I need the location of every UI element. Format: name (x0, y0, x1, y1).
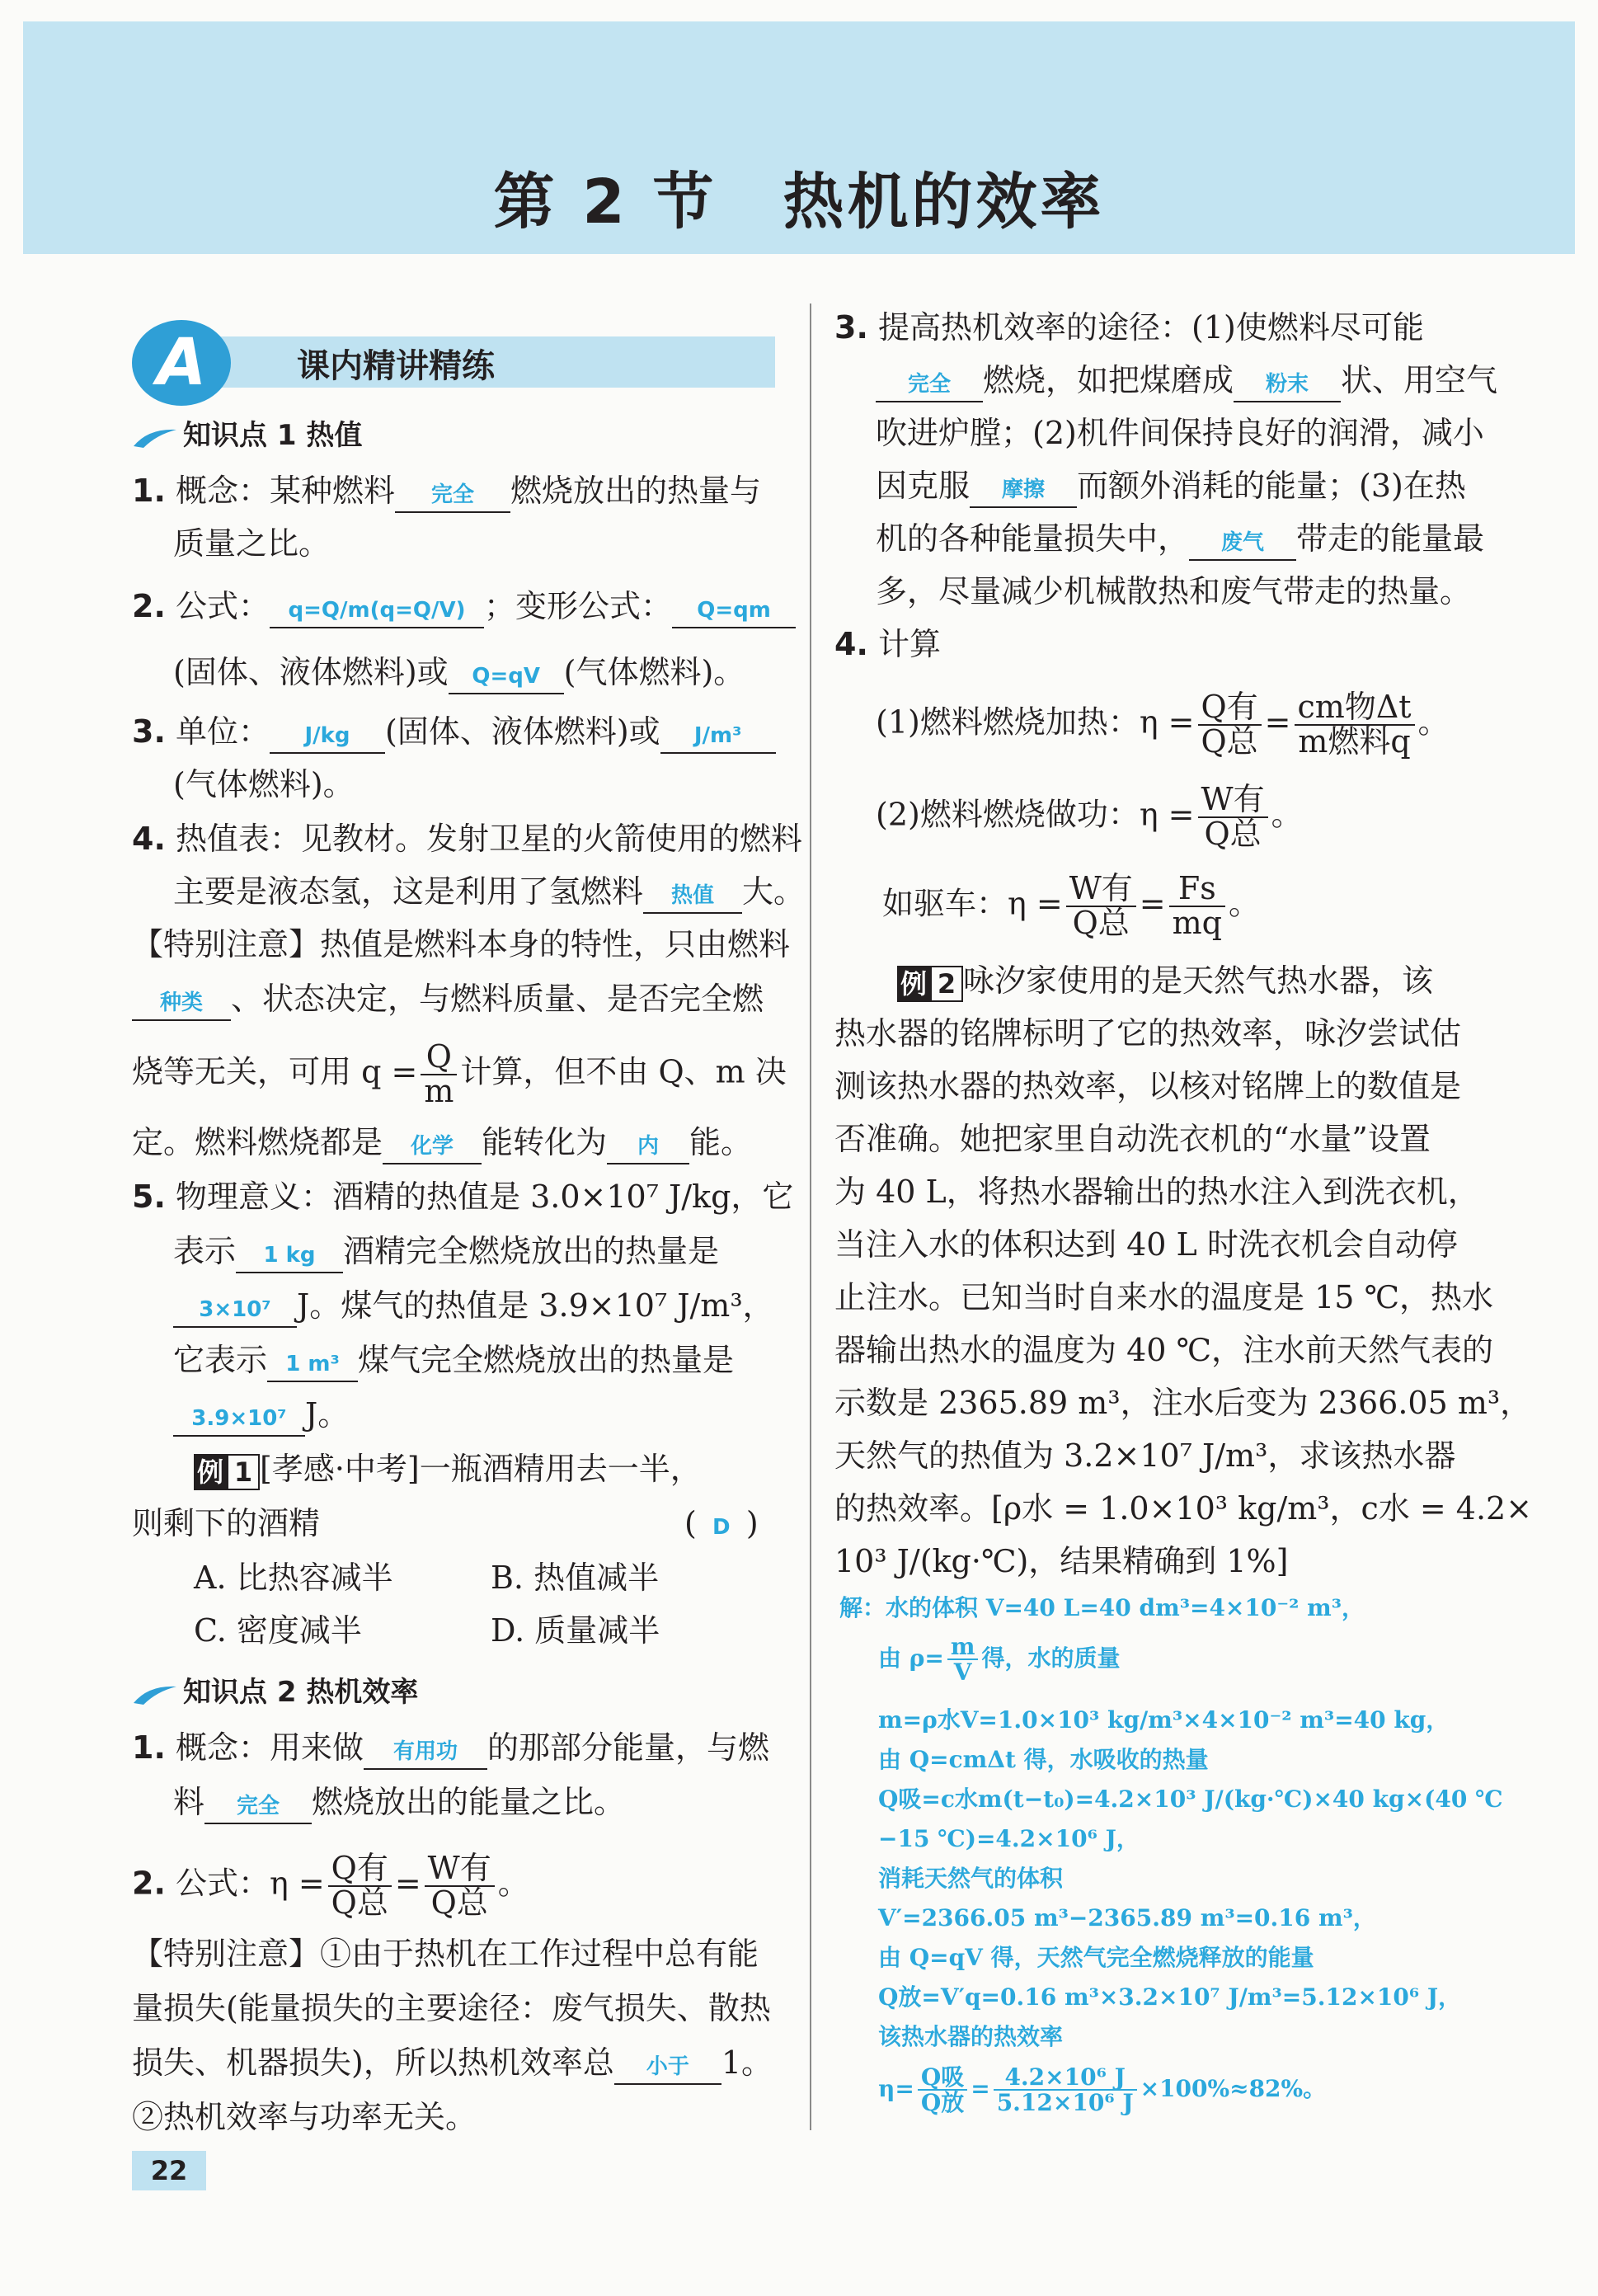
fraction: $\frac{\text{W有}}{\text{Q总}}$ (1198, 783, 1268, 851)
answer-blank: 化学 (383, 1130, 482, 1164)
example-2-line-10: 天然气的热值为 3.2×10⁷ J/m³，求该热水器 (834, 1437, 1456, 1474)
example-2-line-5: 为 40 L，将热水器输出的热水注入到洗衣机， (834, 1174, 1479, 1210)
answer-blank: Q=qm (672, 594, 796, 628)
example-1-line-1: 例 1 [孝感·中考]一瓶酒精用去一半， (194, 1448, 702, 1490)
formula-work: (2)燃料燃烧做功：η = $\frac{\text{W有}}{\text{Q总}}$ 。 (876, 781, 1303, 852)
item-3r-line-2: 完全 燃烧，如把煤磨成 粉末 状、用空气 (876, 360, 1497, 402)
example-2-line-11: 的热效率。[ρ水 = 1.0×10³ kg/m³，c水 = 4.2× (834, 1490, 1533, 1527)
item-3-line-2: (气体燃料)。 (173, 766, 355, 802)
item-4-line-2: 主要是液态氢，这是利用了氢燃料 热值 大。 (173, 871, 805, 914)
special-note-2-line-4: ②热机效率与功率无关。 (132, 2099, 477, 2135)
item-5-line-1: 5. 物理意义：酒精的热值是 3.0×10⁷ J/kg，它 (132, 1179, 794, 1215)
fraction: $\frac{\text{4.2×10⁶ J}}{\text{5.12×10⁶ J}}$ (994, 2065, 1137, 2115)
formula-heating: (1)燃料燃烧加热：η = $\frac{\text{Q有}}{\text{Q总}}$ = $\frac{\text{cm物Δt}}{\text{m燃料q}}$ 。 (876, 689, 1450, 760)
solution-line-4: 由 Q=cmΔt 得，水吸收的热量 (878, 1746, 1209, 1773)
example-label: 例 (897, 966, 930, 1002)
answer-choice: D (712, 1515, 731, 1540)
solution-line-12: η= $\frac{\text{Q吸}}{\text{Q放}}$ = $\frac{\text{4.2×10⁶ J}}{\text{5.12×10⁶ J}}$ ×100%≈82%。 (878, 2063, 1327, 2117)
answer-blank: 完全 (204, 1790, 312, 1824)
example-number: 2 (930, 966, 963, 1002)
answer-blank: 3.9×10⁷ (173, 1402, 305, 1437)
solution-line-7: 消耗天然气的体积 (878, 1865, 1064, 1892)
item-1-line-2: 质量之比。 (173, 525, 331, 562)
special-note-2-line-1: 【特别注意】①由于热机在工作过程中总有能 (132, 1936, 759, 1972)
example-2-line-6: 当注入水的体积达到 40 L 时洗衣机会自动停 (834, 1226, 1458, 1263)
option-b: B. 热值减半 (491, 1560, 660, 1596)
example-2-line-12: 10³ J/(kg·℃)，结果精确到 1%] (834, 1543, 1289, 1579)
fraction: $\frac{\text{W有}}{\text{Q总}}$ (425, 1852, 495, 1920)
option-d: D. 质量减半 (491, 1612, 660, 1649)
item-5-line-5: 3.9×10⁷ J。 (173, 1394, 349, 1437)
kp2-item-1-line-2: 料 完全 燃烧放出的能量之比。 (173, 1781, 625, 1824)
example-number: 1 (227, 1454, 260, 1490)
example-1-line-2: 则剩下的酒精 (132, 1505, 321, 1541)
solution-line-2: 由 ρ= $\frac{m}{V}$ 得，水的质量 (878, 1633, 1121, 1687)
example-1-answer: ( D ) (684, 1503, 759, 1544)
brush-stroke-icon (132, 425, 178, 449)
solution-line-11: 该热水器的热效率 (878, 2023, 1064, 2050)
answer-blank: 摩擦 (970, 473, 1077, 508)
fraction: $\frac{m}{V}$ (947, 1635, 979, 1685)
item-3r-line-6: 多，尽量减少机械散热和废气带走的热量。 (876, 573, 1472, 609)
section-banner (132, 320, 775, 406)
example-2-line-3: 测该热水器的热效率，以核对铭牌上的数值是 (834, 1068, 1462, 1104)
answer-blank: 粉末 (1234, 368, 1341, 402)
answer-blank: J/m³ (660, 719, 776, 754)
item-5-line-2: 表示 1 kg 酒精完全燃烧放出的热量是 (173, 1230, 719, 1273)
item-3r-line-1: 3. 提高热机效率的途径：(1)使燃料尽可能 (834, 309, 1424, 346)
solution-line-3: m=ρ水V=1.0×10³ kg/m³×4×10⁻² m³=40 kg， (878, 1706, 1450, 1734)
item-5-line-4: 它表示 1 m³ 煤气完全燃烧放出的热量是 (173, 1339, 734, 1382)
option-a: A. 比热容减半 (194, 1560, 393, 1596)
example-2-line-2: 热水器的铭牌标明了它的热效率，咏汐尝试估 (834, 1015, 1462, 1052)
section-letter-badge: A (132, 320, 231, 406)
section-title (23, 153, 1575, 241)
page-number: 22 (132, 2151, 206, 2190)
item-3r-line-4: 因克服 摩擦 而额外消耗的能量；(3)在热 (876, 465, 1466, 508)
kp2-formula: 2. 公式：η = $\frac{\text{Q有}}{\text{Q总}}$ = $\frac{\text{W有}}{\text{Q总}}$ 。 (132, 1850, 529, 1921)
example-2-line-9: 示数是 2365.89 m³，注水后变为 2366.05 m³， (834, 1385, 1532, 1421)
answer-blank: 1 m³ (267, 1348, 358, 1382)
brush-stroke-icon (132, 1682, 178, 1706)
answer-blank: 有用功 (364, 1735, 487, 1770)
fraction: $\frac{Q}{m}$ (421, 1041, 457, 1108)
special-note-2-line-3: 损失、机器损失)，所以热机效率总 小于 1。 (132, 2042, 773, 2085)
example-2-line-1: 例 2 咏汐家使用的是天然气热水器，该 (897, 960, 1433, 1002)
solution-line-1: 解：水的体积 V=40 L=40 dm³=4×10⁻² m³， (839, 1594, 1365, 1621)
answer-blank: 内 (607, 1130, 689, 1164)
item-4-line-1: 4. 热值表：见教材。发射卫星的火箭使用的燃料 (132, 821, 802, 857)
column-divider (810, 303, 811, 2130)
example-2-line-7: 止注水。已知当时自来水的温度是 15 ℃，热水 (834, 1279, 1494, 1315)
item-1-line-1: 1. 概念：某种燃料 完全 燃烧放出的热量与 (132, 470, 761, 513)
title-part-b: 热机的效率 (783, 167, 1105, 238)
solution-line-6: −15 ℃)=4.2×10⁶ J， (878, 1825, 1140, 1852)
fraction: $\frac{\text{W有}}{\text{Q总}}$ (1066, 873, 1136, 940)
solution-line-8: V′=2366.05 m³−2365.89 m³=0.16 m³， (878, 1904, 1376, 1931)
item-3-line-1: 3. 单位： J/kg (固体、液体燃料)或 J/m³ (132, 711, 776, 754)
answer-blank: 种类 (132, 986, 231, 1021)
fraction: $\frac{\text{cm物Δt}}{\text{m燃料q}}$ (1295, 691, 1415, 759)
solution-line-9: 由 Q=qV 得，天然气完全燃烧释放的能量 (878, 1944, 1314, 1971)
solution-line-5: Q吸=c水m(t−t₀)=4.2×10³ J/(kg·℃)×40 kg×(40 ℃ (878, 1786, 1503, 1813)
answer-blank: 完全 (395, 478, 510, 513)
answer-blank: 热值 (643, 879, 742, 914)
answer-blank: Q=qV (449, 660, 564, 694)
answer-blank: J/kg (270, 719, 385, 754)
fraction: $\frac{Fs}{mq}$ (1169, 873, 1225, 940)
fraction: $\frac{\text{Q吸}}{\text{Q放}}$ (918, 2065, 967, 2115)
special-note-2-line-2: 量损失(能量损失的主要途径：废气损失、散热 (132, 1990, 771, 2026)
title-part-a: 第 2 节 (493, 167, 717, 238)
fraction: $\frac{\text{Q有}}{\text{Q总}}$ (328, 1852, 392, 1920)
example-label: 例 (194, 1454, 227, 1490)
fraction: $\frac{\text{Q有}}{\text{Q总}}$ (1198, 691, 1262, 759)
item-5-line-3: 3×10⁷ J。煤气的热值是 3.9×10⁷ J/m³， (173, 1285, 774, 1328)
option-c: C. 密度减半 (194, 1612, 362, 1649)
section-heading: 课内精讲精练 (297, 347, 495, 385)
answer-blank: 小于 (614, 2050, 721, 2085)
special-note-1-line-1: 【特别注意】热值是燃料本身的特性，只由燃料 (132, 926, 791, 962)
answer-blank: 废气 (1189, 526, 1296, 561)
example-2-line-8: 器输出热水的温度为 40 ℃，注水前天然气表的 (834, 1332, 1494, 1368)
special-note-1-line-2: 种类 、状态决定，与燃料质量、是否完全燃 (132, 978, 764, 1021)
example-2-line-4: 否准确。她把家里自动洗衣机的“水量”设置 (834, 1121, 1431, 1157)
formula-car: 如驱车：η = $\frac{\text{W有}}{\text{Q总}}$ = $\frac{Fs}{mq}$ 。 (882, 870, 1260, 941)
answer-blank: q=Q/m(q=Q/V) (270, 594, 484, 628)
kp2-item-1-line-1: 1. 概念：用来做 有用功 的那部分能量，与燃 (132, 1727, 769, 1770)
item-2-line-2: (固体、液体燃料)或 Q=qV (气体燃料)。 (173, 652, 745, 694)
answer-blank: 完全 (876, 368, 983, 402)
answer-blank: 1 kg (236, 1239, 343, 1273)
answer-blank: 3×10⁷ (173, 1293, 297, 1328)
chapter-header (23, 21, 1575, 254)
item-2-line-1: 2. 公式： q=Q/m(q=Q/V) ；变形公式： Q=qm (132, 586, 796, 628)
special-note-1-line-4: 定。燃料燃烧都是 化学 能转化为 内 能。 (132, 1122, 752, 1164)
item-4r-heading: 4. 计算 (834, 626, 941, 662)
item-3r-line-5: 机的各种能量损失中， 废气 带走的能量最 (876, 518, 1484, 561)
knowledge-point-2-heading: 知识点 2 热机效率 (132, 1669, 418, 1710)
knowledge-point-1-heading: 知识点 1 热值 (132, 412, 362, 453)
item-3r-line-3: 吹进炉膛；(2)机件间保持良好的润滑，减小 (876, 415, 1484, 451)
special-note-1-line-3: 烧等无关，可用 q = $\frac{Q}{m}$ 计算，但不由 Q、m 决 (132, 1038, 787, 1109)
solution-line-10: Q放=V′q=0.16 m³×3.2×10⁷ J/m³=5.12×10⁶ J， (878, 1983, 1462, 2011)
